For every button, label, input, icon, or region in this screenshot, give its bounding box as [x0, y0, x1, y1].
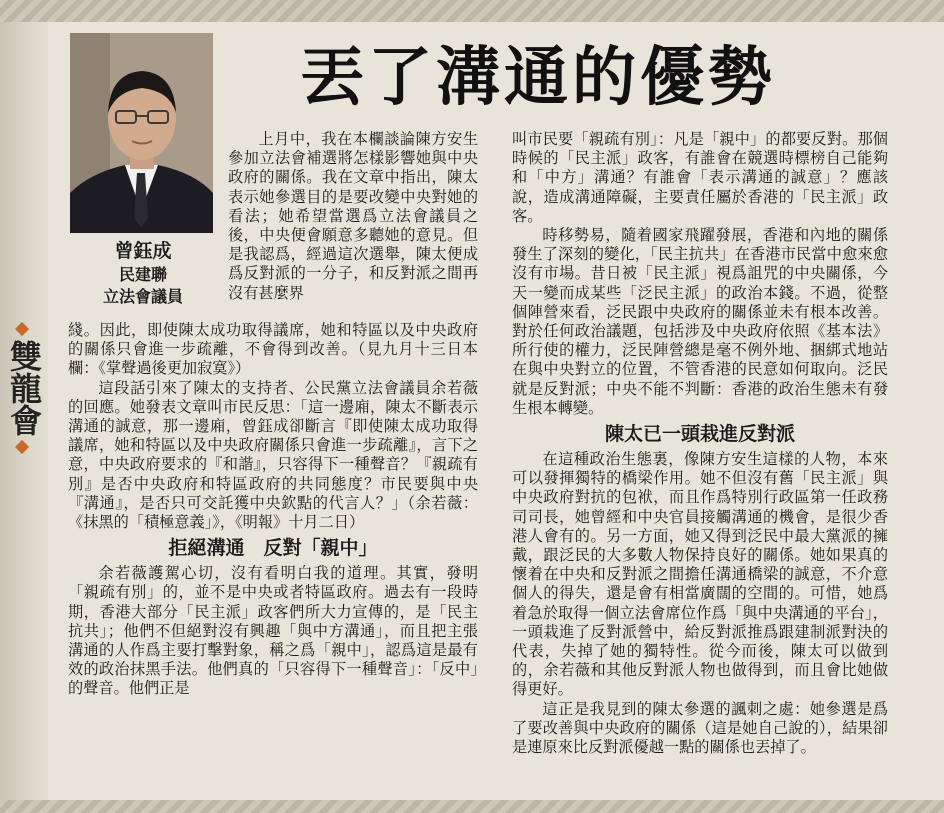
diamond-icon: [15, 322, 29, 336]
subheading: 拒絕溝通 反對「親中」: [168, 537, 378, 560]
top-border: [0, 0, 944, 22]
author-byline: [78, 238, 208, 308]
column-name: [4, 318, 43, 458]
left-column-top: [228, 130, 478, 303]
paragraph: 這段話引來了陳太的支持者、公民黨立法會議員余若薇的回應。她發表文章叫市民反思：「這一邊廂，陳太不斷表示溝通的誠意，那一邊廂，曾鈺成卻斷言『即使陳太成功取得議席，她和特區以及中央政府關係只會進一步疏離』，言下之意，中央政府要求的『和諧』，只容得下一種聲音？『親疏有別』是否中央政府和特區政府的共同態度？市民要與中央『溝通』，是否只可交託獲中央欽點的代言人？」（余若薇：《抹黑的「積極意義」》，《明報》十月二日）: [68, 378, 478, 532]
author-name: 曾鈺成: [114, 240, 172, 262]
paragraph: 余若薇護駕心切，沒有看明白我的道理。其實，發明「親疏有別」的，並不是中央或者特區政府。過去有一段時期，香港大部分「民主派」政客們所大力宣傳的，是「民主抗共」；他們不但絕對沒有興趣「與中方溝通」，而且把主張溝通的人作爲主要打擊對象，稱之爲「親中」，認爲這是最有效的政治抹黑手法。他們真的「只容得下一種聲音」：「反中」的聲音。他們正是: [68, 564, 478, 698]
author-title: 立法會議員: [102, 287, 183, 306]
paragraph: 時移勢易，隨着國家飛躍發展，香港和內地的關係發生了深刻的變化，「民主抗共」在香港市民當中愈來愈沒有市場。昔日被「民主派」視爲詛咒的中央關係，今天一變而成某些「泛民主派」的政治本錢。不過，從整個陣營來看，泛民跟中央政府的關係並未有根本改善。對於任何政治議題，包括涉及中央政府依照《基本法》所行使的權力，泛民陣營總是毫不例外地、捆綁式地站在與中央對立的位置，不管香港的民意如何取向。泛民就是反對派；中央不能不判斷：香港的政治生態未有發生根本轉變。: [512, 226, 888, 417]
subheading: 陳太已一頭栽進反對派: [604, 423, 795, 446]
right-column: [512, 130, 888, 757]
left-column-body: [68, 321, 478, 699]
paragraph: 上月中，我在本欄談論陳方安生參加立法會補選將怎樣影響她與中央政府的關係。我在文章中指出，陳太表示她參選目的是要改變中央對她的看法；她希望當選爲立法會議員之後，中央便會願意多聽她的意見。但是我認爲，經過這次選舉，陳太便成爲反對派的一分子，和反對派之間再沒有甚麼界: [228, 130, 478, 302]
diamond-icon: [15, 440, 29, 454]
paragraph: 叫市民要「親疏有別」：凡是「親中」的都要反對。那個時候的「民主派」政客，有誰會在競選時標榜自己能夠和「中方」溝通？有誰會「表示溝通的誠意」？應該說，造成溝通障礙，主要責任屬於香港的「民主派」政客。: [512, 130, 888, 225]
bottom-border: [0, 800, 944, 813]
column-name-text: 雙龍會: [5, 340, 43, 436]
paragraph: 這正是我見到的陳太參選的諷刺之處：她參選是爲了要改善與中央政府的關係（這是她自己說的），結果卻是連原來比反對派優越一點的關係也丟掉了。: [512, 699, 888, 757]
author-portrait-icon: [70, 33, 213, 233]
paragraph: 綫。因此，即使陳太成功取得議席，她和特區以及中央政府的關係只會進一步疏離，不會得到改善。（見九月十三日本欄：《掌聲過後更加寂寞》）: [68, 321, 478, 378]
paragraph: 在這種政治生態裏，像陳方安生這樣的人物，本來可以發揮獨特的橋梁作用。她不但沒有舊「民主派」與中央政府對抗的包袱，而且作爲特別行政區第一任政務司司長，她曾經和中央官員接觸溝通的機會，是很少香港人會有的。另一方面，她又得到泛民中最大黨派的擁戴，跟泛民的大多數人物保持良好的關係。她如果真的懷着在中央和反對派之間擔任溝通橋梁的誠意，不介意個人的得失，還是會有相當廣闊的空間的。可惜，她爲着急於取得一個立法會席位作爲「與中央溝通的平台」，一頭栽進了反對派營中，給反對派推爲跟建制派對決的代表，失掉了她的獨特性。從今而後，陳太可以做到的，余若薇和其他反對派人物也做得到，而且會比她做得更好。: [512, 450, 888, 699]
author-party: 民建聯: [118, 265, 167, 284]
headline: 丟了溝通的優勢: [300, 40, 776, 115]
author-photo: [70, 33, 213, 233]
